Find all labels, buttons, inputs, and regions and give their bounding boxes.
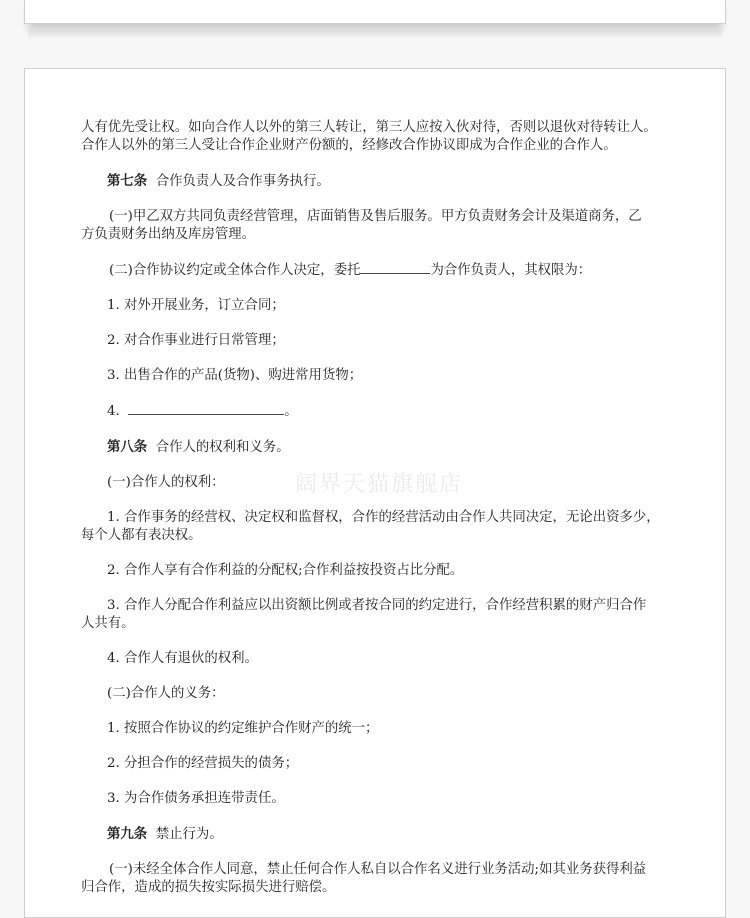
text-fragment: 。	[284, 404, 298, 419]
article-7-heading	[81, 172, 681, 191]
text-line: 人有优先受让权。如向合作人以外的第三人转让，第三人应按入伙对待，否则以退伙对待转让人。	[81, 120, 657, 135]
text-fragment: 4.	[107, 404, 129, 419]
list-item	[81, 367, 681, 385]
list-item	[81, 402, 681, 421]
text-line: (一)未经全体合作人同意，禁止任何合作人私自以合作名义进行业务活动;如其业务获得利益	[109, 862, 647, 877]
text-line: 1. 对外开展业务，订立合同；	[107, 298, 285, 313]
article-number: 第七条	[107, 173, 148, 189]
text-line: 方负责财务出纳及库房管理。	[81, 227, 256, 242]
article-title: 禁止行为。	[155, 827, 223, 842]
text-line: 归合作，造成的损失按实际损失进行赔偿。	[81, 880, 336, 895]
fill-in-blank[interactable]	[128, 402, 284, 415]
text-line: 3. 为合作债务承担连带责任。	[107, 791, 285, 806]
list-item	[81, 597, 681, 633]
article-number: 第八条	[107, 439, 148, 455]
list-item	[81, 509, 681, 545]
text-line: 2. 分担合作的经营损失的债务；	[107, 756, 299, 771]
previous-page-card	[24, 0, 726, 24]
article-9-clause-1	[81, 861, 681, 897]
list-item	[81, 562, 681, 580]
text-fragment: 为合作负责人，其权限为：	[430, 263, 592, 278]
list-item	[81, 332, 681, 350]
article-title: 合作人的权利和义务。	[155, 440, 290, 455]
article-7-clause-2	[81, 261, 681, 280]
paragraph-transfer-right	[81, 119, 681, 155]
list-item	[81, 720, 681, 738]
text-line: 2. 对合作事业进行日常管理；	[107, 333, 285, 348]
page-shadow	[28, 30, 722, 40]
text-line: 3. 合作人分配合作利益应以出资额比例或者按合同的约定进行，合作经营积累的财产归合作	[107, 598, 647, 613]
text-line: (一)甲乙双方共同负责经营管理，店面销售及售后服务。甲方负责财务会计及渠道商务，乙	[109, 209, 642, 224]
text-line: (一)合作人的权利：	[107, 475, 225, 490]
text-line: 2. 合作人享有合作利益的分配权;合作利益按投资占比分配。	[107, 563, 464, 578]
list-item	[81, 790, 681, 808]
text-line: 每个人都有表决权。	[81, 528, 202, 543]
article-7-clause-1	[81, 208, 681, 244]
list-item	[81, 755, 681, 773]
article-8-heading	[81, 438, 681, 457]
store-watermark: 阔界天猫旗舰店	[295, 472, 464, 497]
article-9-heading	[81, 825, 681, 844]
text-line: (二)合作人的义务：	[107, 686, 225, 701]
text-fragment: (二)合作协议约定或全体合作人决定，委托	[109, 263, 361, 278]
document-page	[24, 68, 726, 918]
document-body	[81, 119, 681, 914]
text-line: 1. 合作事务的经营权、决定权和监督权，合作的经营活动由合作人共同决定，无论出资多少，	[107, 510, 660, 525]
text-line: 1. 按照合作协议的约定维护合作财产的统一；	[107, 721, 379, 736]
article-number: 第九条	[107, 826, 148, 842]
text-line: 4. 合作人有退伙的权利。	[107, 651, 258, 666]
list-item	[81, 650, 681, 668]
duties-title	[81, 685, 681, 703]
fill-in-blank[interactable]	[360, 261, 430, 274]
text-line: 3. 出售合作的产品(货物)、购进常用货物；	[107, 368, 363, 383]
text-line: 合作人以外的第三人受让合作企业财产份额的，经修改合作协议即成为合作企业的合作人。	[81, 138, 617, 153]
list-item	[81, 297, 681, 315]
text-line: 人共有。	[81, 616, 135, 631]
article-title: 合作负责人及合作事务执行。	[155, 174, 330, 189]
